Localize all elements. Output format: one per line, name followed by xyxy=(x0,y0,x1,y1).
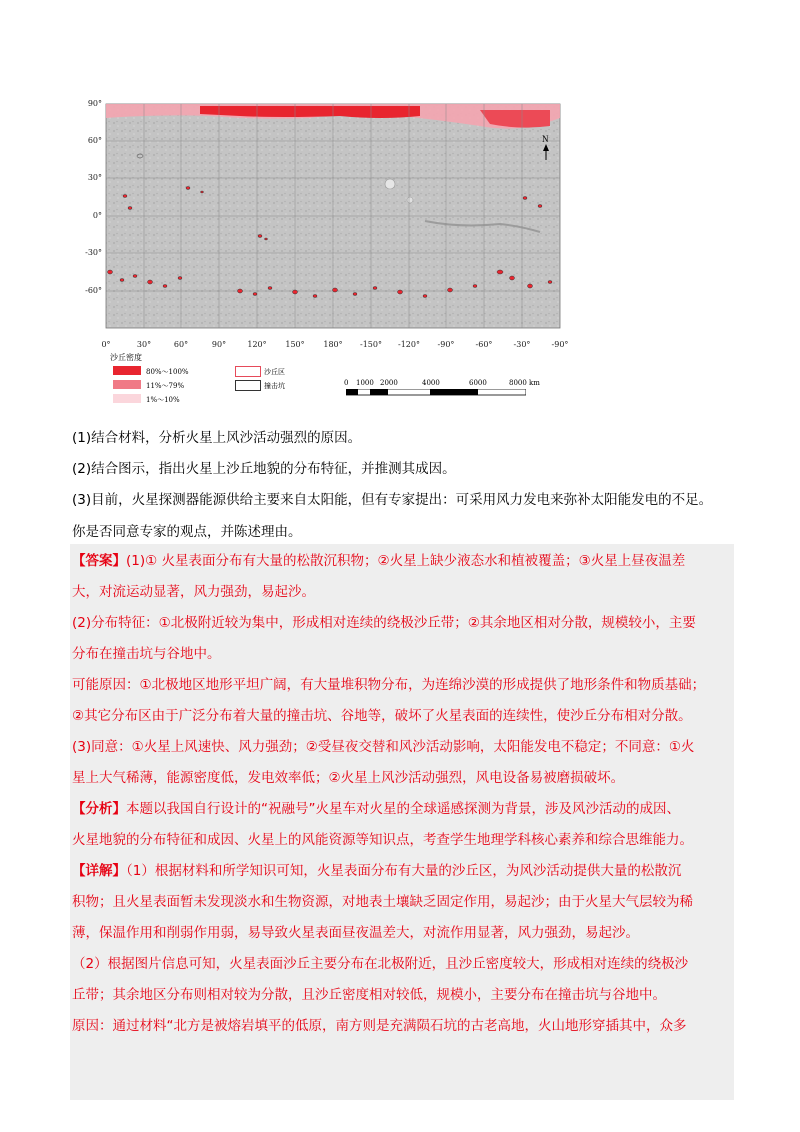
lon-label: 30° xyxy=(136,340,152,349)
detail-line xyxy=(72,861,681,881)
analysis-tag: 【分析】 xyxy=(72,801,126,817)
lat-label: 0° xyxy=(92,211,102,220)
answer-line xyxy=(72,551,685,571)
answer-line: (2)分布特征：①北极附近较为集中，形成相对连续的绕极沙丘带；②其余地区相对分散，规模较小，主要 xyxy=(72,615,696,631)
answer-line: ②其它分布区由于广泛分布着大量的撞击坑、谷地等，破坏了火星表面的连续性，使沙丘分布相对分散。 xyxy=(72,708,692,724)
scale-bar-graphic xyxy=(346,389,526,397)
lon-label: -150° xyxy=(360,340,382,349)
olympus-mons-shape xyxy=(385,179,395,189)
lon-label: -60° xyxy=(475,340,493,349)
legend-label: 80%～100% xyxy=(146,368,189,376)
lon-label: 180° xyxy=(323,340,343,349)
answer-text: (1)① 火星表面分布有大量的松散沉积物；②火星上缺少液态水和植被覆盖；③火星上昼夜温差 xyxy=(126,553,686,569)
mars-dune-map xyxy=(80,96,580,346)
lon-label: 120° xyxy=(247,340,267,349)
answer-line: (3)同意：①火星上风速快、风力强劲；②受昼夜交替和风沙活动影响，太阳能发电不稳定；不同意：①火 xyxy=(72,739,695,755)
answer-line: 分布在撞击坑与谷地中。 xyxy=(72,646,221,662)
answer-line: 可能原因：①北极地区地形平坦广阔，有大量堆积物分布，为连绵沙漠的形成提供了地形条件和物质基础； xyxy=(72,677,706,693)
legend-box-crater xyxy=(235,380,261,391)
lon-label: 0° xyxy=(101,340,111,349)
lon-label: -90° xyxy=(551,340,569,349)
scale-tick-label: 1000 xyxy=(356,379,374,387)
question-2: (2)结合图示，指出火星上沙丘地貌的分布特征，并推测其成因。 xyxy=(72,461,456,477)
legend-label: 11%～79% xyxy=(146,382,185,390)
tharsis-volcano-shape xyxy=(407,197,413,203)
scale-tick-label: 6000 xyxy=(469,379,487,387)
lon-label: 150° xyxy=(285,340,305,349)
legend-box-dune-area xyxy=(235,366,261,377)
lon-label: -30° xyxy=(513,340,531,349)
lat-label: 60° xyxy=(87,136,102,145)
legend-swatch-sparse xyxy=(113,394,141,403)
scale-tick-label: 0 xyxy=(344,379,349,387)
analysis-text: 本题以我国自行设计的“祝融号”火星车对火星的全球遥感探测为背景，涉及风沙活动的成因、 xyxy=(126,801,680,817)
lon-label: 60° xyxy=(173,340,189,349)
lon-label: -120° xyxy=(398,340,420,349)
detail-line: 丘带；其余地区分布则相对较为分散，且沙丘密度相对较低，规模小，主要分布在撞击坑与谷地中。 xyxy=(72,987,666,1003)
legend-swatch-dense xyxy=(113,366,141,375)
legend-swatch-medium xyxy=(113,380,141,389)
lat-label: 90° xyxy=(87,99,102,108)
detail-tag: 【详解】 xyxy=(72,863,126,879)
detail-line: 薄，保温作用和削弱作用弱，易导致火星表面昼夜温差大，对流作用显著，风力强劲，易起沙。 xyxy=(72,925,639,941)
analysis-line xyxy=(72,799,680,819)
analysis-line: 火星地貌的分布特征和成因、火星上的风能资源等知识点，考查学生地理学科核心素养和综合思维能力。 xyxy=(72,832,693,848)
answer-line: 星上大气稀薄，能源密度低，发电效率低；②火星上风沙活动强烈，风电设备易被磨损破坏。 xyxy=(72,770,625,786)
mars-dune-map-figure xyxy=(80,96,580,416)
scale-bar xyxy=(344,379,594,399)
scale-tick-label: 2000 xyxy=(380,379,398,387)
lon-label: 90° xyxy=(211,340,227,349)
detail-line: （2）根据图片信息可知，火星表面沙丘主要分布在北极附近，且沙丘密度较大，形成相对连续的绕极沙 xyxy=(72,956,689,972)
detail-text: （1）根据材料和所学知识可知，火星表面分布有大量的沙丘区，为风沙活动提供大量的松散沉 xyxy=(126,863,682,879)
lon-label: -90° xyxy=(437,340,455,349)
answer-tag: 【答案】 xyxy=(72,553,126,569)
legend-label: 1%～10% xyxy=(146,396,180,404)
answer-line: 大，对流运动显著，风力强劲，易起沙。 xyxy=(72,584,315,600)
scale-tick-label: 8000 km xyxy=(509,379,540,387)
detail-line: 原因：通过材料“北方是被熔岩填平的低原，南方则是充满陨石坑的古老高地，火山地形穿插其中，众多 xyxy=(72,1018,687,1034)
question-3-continued: 你是否同意专家的观点，并陈述理由。 xyxy=(72,524,302,540)
question-1: (1)结合材料，分析火星上风沙活动强烈的原因。 xyxy=(72,430,362,446)
legend-label: 沙丘区 xyxy=(264,368,285,376)
legend-label: 撞击坑 xyxy=(264,382,285,390)
legend-title: 沙丘密度 xyxy=(110,353,142,362)
scale-tick-label: 4000 xyxy=(422,379,440,387)
lat-label: -30° xyxy=(85,248,102,257)
lat-label: -60° xyxy=(85,286,102,295)
detail-line: 积物；且火星表面暂未发现淡水和生物资源，对地表土壤缺乏固定作用，易起沙；由于火星大气层较为稀 xyxy=(72,894,693,910)
north-label: N xyxy=(542,134,549,144)
lat-label: 30° xyxy=(87,173,102,182)
question-3: (3)目前，火星探测器能源供给主要来自太阳能，但有专家提出：可采用风力发电来弥补太阳能发电的不足。 xyxy=(72,492,713,508)
